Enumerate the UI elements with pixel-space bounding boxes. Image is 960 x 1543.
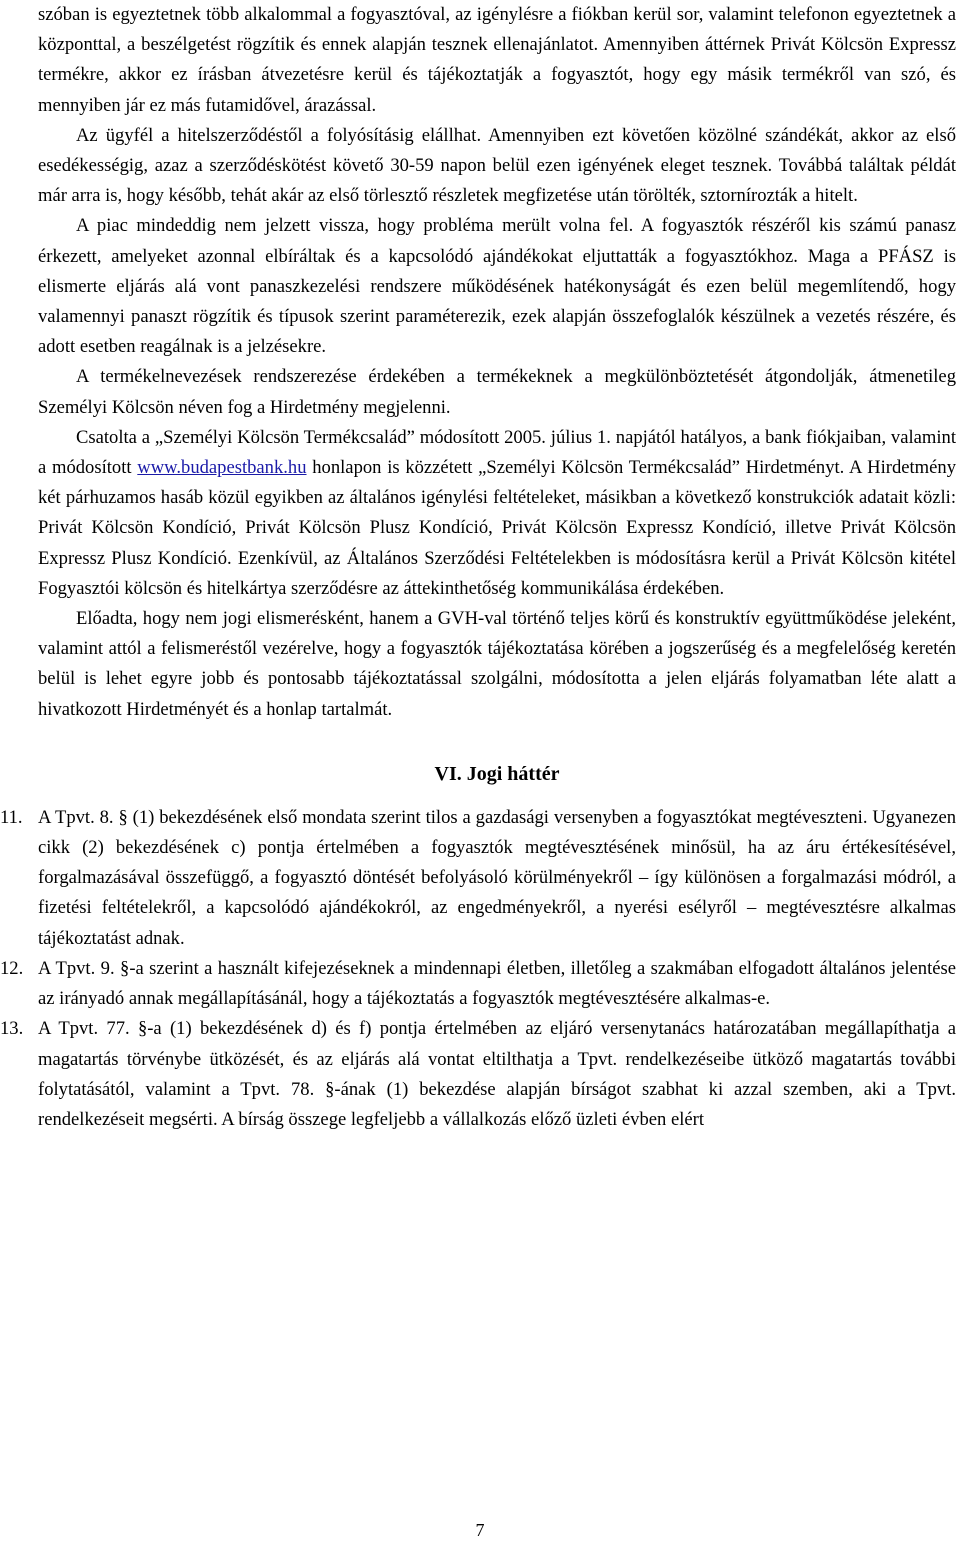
paragraph-attachment-text-before: Csatolta a „Személyi Kölcsön Termékcsalád” módosított 2005. július 1. napjától hatályos, a bank fiókjaiban, valamint a módosított xyxy=(38,426,956,479)
paragraph-complaints: A piac mindeddig nem jelzett vissza, hogy probléma merült volna fel. A fogyasztók részéről kis számú panasz érkezett, amelyeket azonnal elbíráltak és a kapcsolódó ajándékokat eljuttatták a fogyasztókhoz. Maga a PFÁSZ is elismerte eljárás alá vont panaszkezelési rendszere működésének hatékonyságát és ezen belül megemlítendő, hogy valamennyi panaszt rögzítik és típusok szerint paraméterezik, ezek alapján összefoglalók készülnek a vezetés részére, és adott esetben reagálnak is a jelzésekre. xyxy=(38,215,956,358)
website-link[interactable]: www.budapestbank.hu xyxy=(137,457,307,479)
paragraph-statement: Előadta, hogy nem jogi elismerésként, hanem a GVH-val történő teljes körű és konstruktív együttműködése jeleként, valamint attól a felismeréstől vezérelve, hogy a fogyasztók tájékoztatása körében a jogszerűség és a megfelelőség keretén belül is lehet egyre jobb és pontosabb tájékoztatással szolgálni, módosította a jelen eljárás folyamatban léte alatt a hivatkozott Hirdetményét és a honlap tartalmát. xyxy=(38,608,956,720)
item-number: 11. xyxy=(0,806,23,828)
item-text: A Tpvt. 9. §-a szerint a használt kifejezéseknek a mindennapi életben, illetőleg a szakmában elfogadott általános jelentése az irányadó annak megállapításánál, hogy a tájékoztatás a fogyasztók megtévesztésére alkalmas-e. xyxy=(38,957,956,1010)
numbered-item-12 xyxy=(0,954,956,1014)
paragraph-continuation: szóban is egyeztetnek több alkalommal a fogyasztóval, az igénylésre a fiókban kerül sor, valamint telefonon egyeztetnek a központtal, a beszélgetést rögzítik és ennek alapján tesznek ellenajánlatot. Amennyiben áttérnek Privát Kölcsön Expressz termékre, akkor ez írásban átvezetésre kerül és tájékoztatják a fogyasztót, hogy egy másik termékről van szó, és mennyiben jár ez más futamidővel, árazással. xyxy=(38,4,956,116)
paragraph-attachment-text-after: honlapon is közzétett „Személyi Kölcsön Termékcsalád” Hirdetményt. A Hirdetmény két párhuzamos hasáb közül egyikben az általános igénylési feltételeket, másikban a következő konstrukciók adatait közli: Privát Kölcsön Kondíció, Privát Kölcsön Plusz Kondíció, Privát Kölcsön Expressz Kondíció, illetve Privát Kölcsön Expressz Plusz Kondíció. Ezenkívül, az Általános Szerződési Feltételekben is módosításra kerül a Privát Kölcsön kitétel Fogyasztói kölcsön és hitelkártya szerződésre az áttekinthetőség kommunikálása érdekében. xyxy=(38,457,956,599)
item-number: 13. xyxy=(0,1018,24,1040)
section-heading: VI. Jogi háttér xyxy=(434,762,560,785)
item-text: A Tpvt. 8. § (1) bekezdésének első mondata szerint tilos a gazdasági versenyben a fogyasztókat megtéveszteni. Ugyanezen cikk (2) bekezdésének c) pontja értelmében a fogyasztók megtévesztésének minősül, ha az áru értékesítésével, forgalmazásával összefüggő, a fogyasztó döntését befolyásoló körülményekről – így különösen a forgalmazási módról, a fizetési feltételekről, a kapcsolódó ajándékokról, az engedményekről, a nyerési esélyről – megtévesztésre alkalmas tájékoztatást adnak. xyxy=(38,806,956,949)
numbered-item-11 xyxy=(0,803,956,954)
item-text: A Tpvt. 77. §-a (1) bekezdésének d) és f) pontja értelmében az eljáró versenytanács határozatában megállapíthatja a magatartás törvénybe ütközését, és az eljárás alá vontat eltilthatja a Tpvt. rendelkezéseibe ütköző magatartás további folytatásától, valamint a Tpvt. 78. §-ának (1) bekezdése alapján bírságot szabhat ki azzal szemben, aki a Tpvt. rendelkezéseit megsérti. A bírság összege legfeljebb a vállalkozás előző üzleti évben elért xyxy=(38,1018,956,1130)
item-number: 12. xyxy=(0,957,24,979)
paragraph-withdrawal: Az ügyfél a hitelszerződéstől a folyósításig elállhat. Amennyiben ezt követően közölné szándékát, akkor az első esedékességig, azaz a szerződéskötést követő 30-59 napon belül ezen igényének eleget tesznek. Továbbá találtak példát már arra is, hogy később, tehát akár az első törlesztő részletek megfizetése után törölték, sztornírozták a hitelt. xyxy=(38,124,956,207)
paragraph-product-naming: A termékelnevezések rendszerezése érdekében a termékeknek a megkülönböztetését átgondolják, átmenetileg Személyi Kölcsön néven fog a Hirdetmény megjelenni. xyxy=(38,366,956,418)
page-number: 7 xyxy=(475,1520,485,1540)
paragraph-attachment xyxy=(38,423,956,604)
numbered-item-13 xyxy=(0,1014,956,1135)
